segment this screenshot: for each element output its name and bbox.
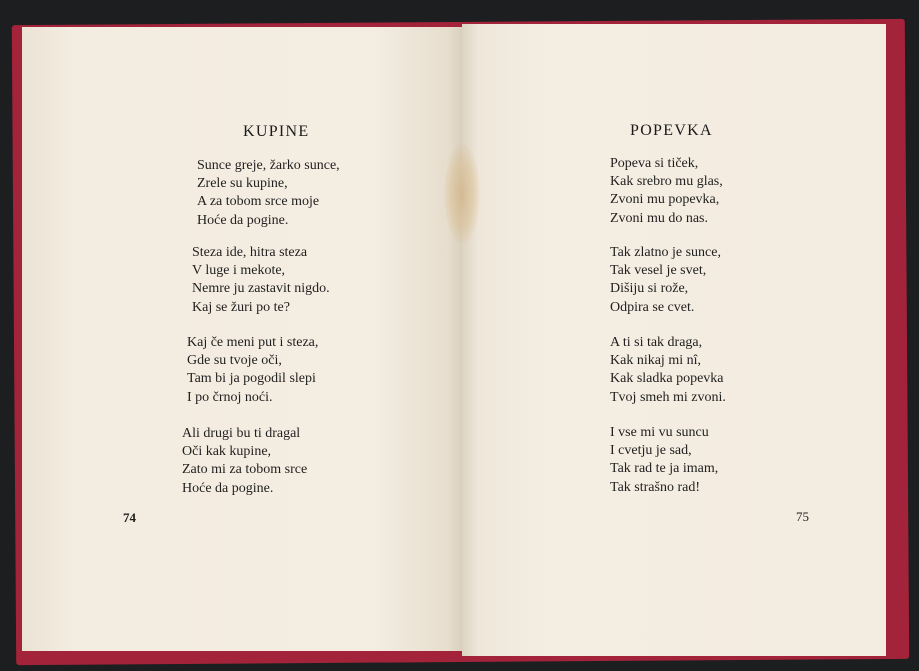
poem-line: Zvoni mu do nas. [610, 210, 708, 226]
poem-line: Nemre ju zastavit nigdo. [192, 281, 330, 297]
poem-line: Tvoj smeh mi zvoni. [610, 389, 726, 405]
stanza [610, 244, 721, 317]
stanza [192, 244, 330, 317]
poem-line: Kak sladka popevka [610, 371, 724, 387]
poem-line: V luge i mekote, [192, 263, 286, 279]
poem-line: Odpira se cvet. [610, 299, 695, 315]
poem-line: Popeva si tiček, [610, 156, 699, 171]
poem-line: I vse mi vu suncu [610, 425, 709, 440]
stanza [610, 334, 726, 407]
page-number: 75 [796, 509, 809, 524]
page-number: 74 [123, 510, 136, 525]
open-book [22, 24, 888, 656]
poem-line: Hoće da pogine. [197, 212, 289, 228]
poem-line: A ti si tak draga, [610, 335, 703, 350]
poem-line: Tak vesel je svet, [610, 263, 707, 279]
stanza [610, 155, 723, 228]
poem-line: Zvoni mu popevka, [610, 192, 720, 208]
left-page [22, 27, 462, 651]
poem-line: Oči kak kupine, [182, 444, 272, 460]
poem-line: Kaj če meni put i steza, [187, 335, 319, 350]
poem-title: POPEVKA [630, 122, 713, 139]
poem-line: Ali drugi bu ti dragal [182, 426, 301, 441]
stanza [197, 157, 340, 230]
poem-line: Tam bi ja pogodil slepi [187, 371, 316, 387]
poem-line: Tak strašno rad! [610, 479, 700, 495]
water-stain [444, 144, 480, 244]
poem-line: Sunce greje, žarko sunce, [197, 158, 340, 173]
poem-line: A za tobom srce moje [197, 194, 320, 210]
poem-line: Hoće da pogine. [182, 480, 274, 496]
poem-line: Dišiju si rože, [610, 281, 689, 297]
poem-line: Steza ide, hitra steza [192, 245, 308, 260]
stanza [187, 334, 318, 407]
poem-line: Kak srebro mu glas, [610, 174, 723, 190]
poem-title: KUPINE [243, 123, 310, 140]
poem-line: Gde su tvoje oči, [187, 353, 282, 369]
poem-line: Kak nikaj mi nî, [610, 353, 701, 369]
right-page [462, 24, 886, 656]
poem-line: Zrele su kupine, [197, 176, 288, 192]
poem-line: Tak zlatno je sunce, [610, 245, 721, 260]
poem-line: I cvetju je sad, [610, 443, 692, 459]
stanza [610, 424, 718, 497]
poem-line: Kaj se žuri po te? [192, 299, 290, 315]
poem-line: Zato mi za tobom srce [182, 462, 308, 478]
poem-line: Tak rad te ja imam, [610, 461, 719, 477]
poem-line: I po črnoj noći. [187, 389, 273, 405]
stanza [182, 425, 307, 498]
